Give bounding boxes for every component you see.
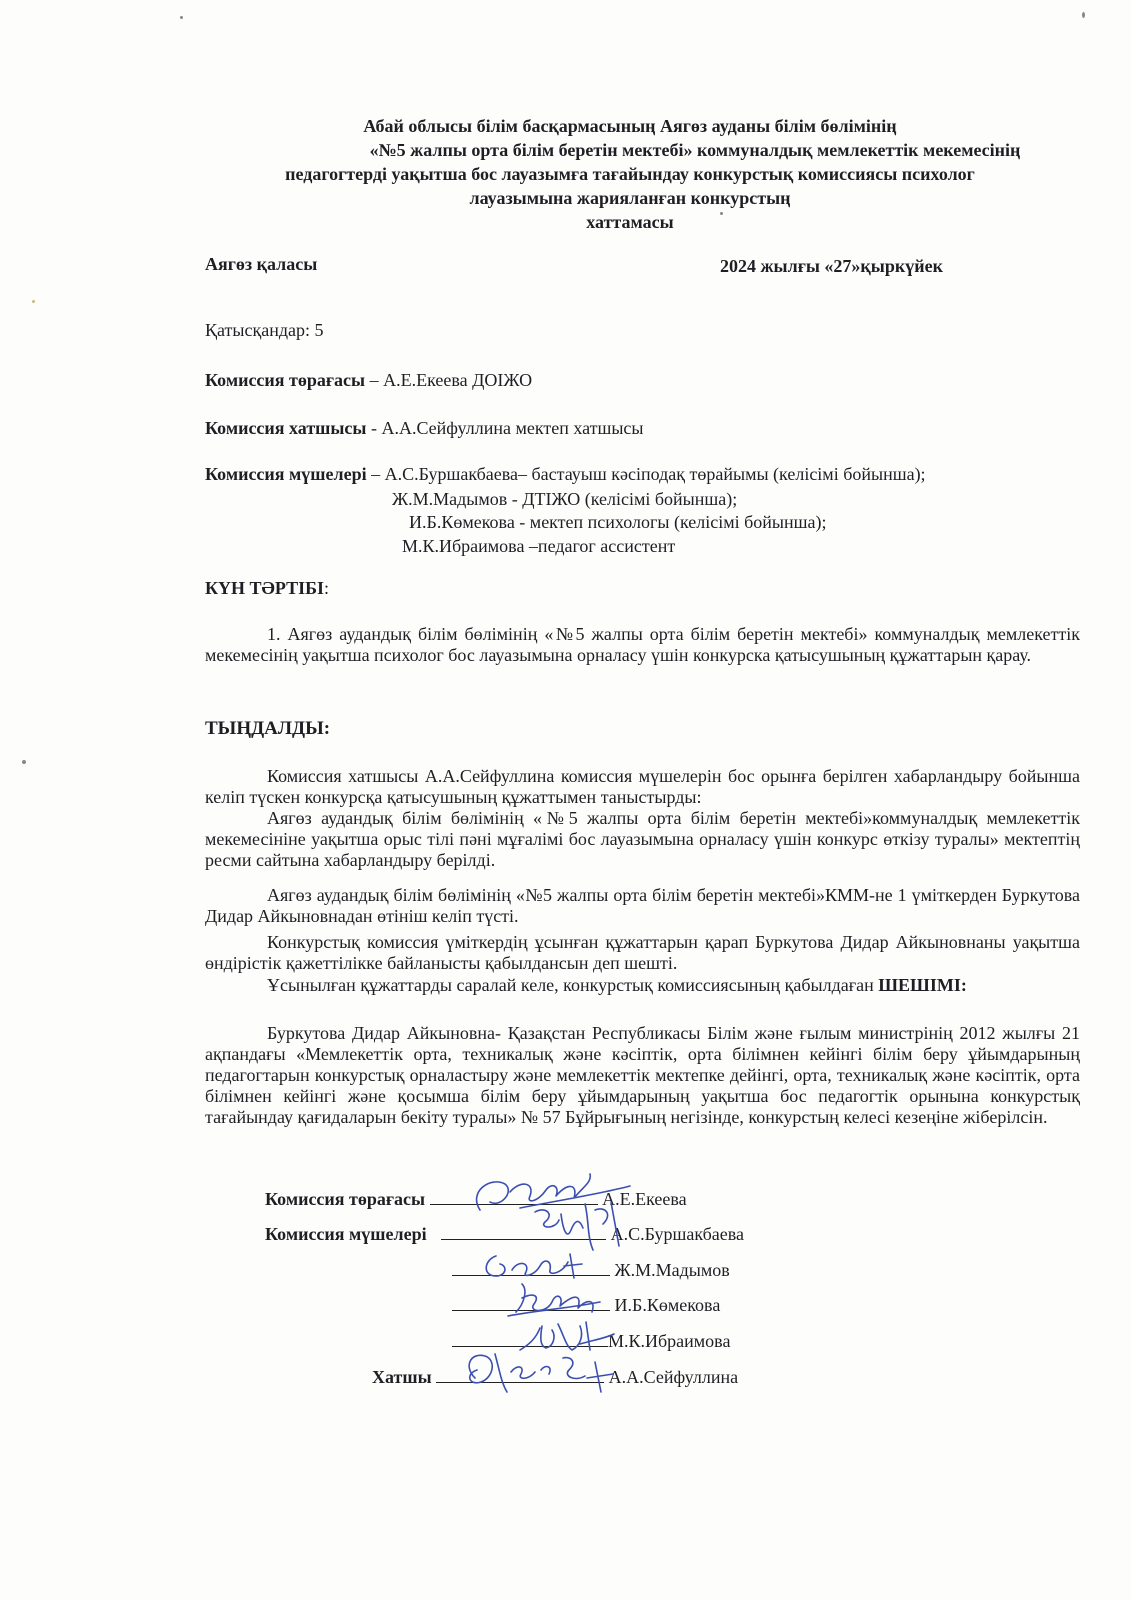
decision-text: Буркутова Дидар Айкыновна- Қазақстан Республикасы Білім және ғылым министрінің 2012 жылғы 21 ақпандағы «Мемлекеттік орта, техникалық және кәсіптік, орта білімнен кейінгі білім беру ұйымдарының педагогтарын конкурстық орналастыру және мемлекеттік мектепке дейінгі, орта, техникалық және кәсіптік, орта білімнен кейінгі және қосымша білім беру ұйымдарының уақытша бос педагогтік орынына конкурстық тағайындау қағидаларын бекіту туралы» № 57 Бұйрығының негізінде, конкурстың келесі кезеңіне жіберілсін. <box>205 1023 1080 1127</box>
heard-paragraph-5 <box>205 975 1080 996</box>
title-line-4: лауазымына жарияланған конкурстың <box>469 188 791 208</box>
member-1-text: – А.С.Буршакбаева– бастауыш кәсіподақ төрайымы (келісімі бойынша); <box>366 464 926 484</box>
heard-p4-text: Конкурстық комиссия үміткердің ұсынған құжаттарын қарап Буркутова Дидар Айкыновнаны уақытша өндірістік қажеттілікке байланысты қабылдансын деп шешті. <box>205 932 1080 973</box>
agenda-heading-colon: : <box>324 578 330 598</box>
signature-member-3-name: И.Б.Көмекова <box>614 1295 721 1315</box>
member-3-text: И.Б.Көмекова - мектеп психологы (келісімі бойынша); <box>409 512 827 532</box>
decision-paragraph <box>205 1023 1080 1128</box>
chairman-line <box>205 368 532 392</box>
date: 2024 жылғы «27»қыркүйек <box>720 256 943 276</box>
place: Аягөз қаласы <box>205 254 318 274</box>
agenda-item <box>205 624 1080 666</box>
signature-member-4-name: М.К.Ибраимова <box>608 1331 731 1351</box>
member-2-text: Ж.М.Мадымов - ДТІЖО (келісімі бойынша); <box>392 489 738 509</box>
agenda-heading <box>205 578 329 599</box>
signature-members-label: Комиссия мүшелері <box>265 1224 427 1244</box>
signature-member-1-name: А.С.Буршакбаева <box>610 1224 745 1244</box>
title-line-2: «№5 жалпы орта білім беретін мектебі» коммуналдық мемлекеттік мекемесінің <box>369 140 1021 160</box>
heard-paragraph-3 <box>205 885 1080 927</box>
scan-speck <box>22 760 26 764</box>
signature-chair-label: Комиссия төрағасы <box>265 1189 426 1209</box>
heard-p5-text: Ұсынылған құжаттарды саралай келе, конкурстық комиссиясының қабылдаған <box>267 975 879 995</box>
title-line-1: Абай облысы білім басқармасының Аягөз ауданы білім бөлімінің <box>363 116 897 136</box>
document-title <box>180 114 1080 234</box>
decision-word: ШЕШІМІ: <box>878 975 967 995</box>
members-label: Комиссия мүшелері <box>205 464 367 484</box>
agenda-heading-text: КҮН ТӘРТІБІ <box>205 578 324 598</box>
title-line-3: педагогтерді уақытша бос лауазымға тағайындау конкурстық комиссиясы психолог <box>285 164 975 184</box>
heard-paragraph-4 <box>205 932 1080 974</box>
agenda-item-text: 1. Аягөз аудандық білім бөлімінің «№5 жалпы орта білім беретін мектебі» коммуналдық мемлекеттік мекемесінің уақытша психолог бос лауазымына орналасу үшін конкурска қатысушының құжаттарын қарау. <box>205 624 1080 665</box>
heard-paragraph-1 <box>205 766 1080 808</box>
signature-secretary-label: Хатшы <box>372 1367 432 1387</box>
participants-count: Қатысқандар: 5 <box>205 320 324 340</box>
secretary-text: - А.А.Сейфуллина мектеп хатшысы <box>366 418 644 438</box>
heard-heading: ТЫҢДАЛДЫ: <box>205 718 331 739</box>
heard-p3-text: Аягөз аудандық білім бөлімінің «№5 жалпы орта білім беретін мектебі»КММ-не 1 үміткерден Буркутова Дидар Айкыновнадан өтініш келіп түсті. <box>205 885 1080 926</box>
scan-speck <box>1082 12 1085 18</box>
signature-secretary-name: А.А.Сейфуллина <box>608 1367 739 1387</box>
member-4-text: М.К.Ибраимова –педагог ассистент <box>402 536 676 556</box>
heard-paragraph-2 <box>205 808 1080 871</box>
signature-member-2-name: Ж.М.Мадымов <box>614 1260 730 1280</box>
heard-p1-text: Комиссия хатшысы А.А.Сейфуллина комиссия мүшелерін бос орынға берілген хабарландыру бойынша келіп түскен конкурсқа қатысушының құжаттымен таныстырды: <box>205 766 1080 807</box>
members-line <box>205 462 926 486</box>
chairman-label: Комиссия төрағасы <box>205 370 366 390</box>
chairman-text: – А.Е.Екеева ДОІЖО <box>365 370 533 390</box>
signature-row-member-1 <box>265 1222 744 1246</box>
heard-p2-text: Аягөз аудандық білім бөлімінің «№5 жалпы орта білім беретін мектебі»коммуналдық мемлекеттік мекемесініне уақытша орыс тілі пәні мұғалімі бос лауазымына орналасу үшін конкурс өткізу туралы» мектептің ресми сайтына хабарландыру берілді. <box>205 808 1080 870</box>
title-line-5: хаттамасы <box>586 212 674 232</box>
scan-speck <box>180 16 183 19</box>
secretary-label: Комиссия хатшысы <box>205 418 367 438</box>
scan-speck <box>32 300 35 303</box>
handwritten-signature-secretary <box>445 1348 620 1398</box>
secretary-line <box>205 416 644 440</box>
signature-chair-name: А.Е.Екеева <box>602 1189 687 1209</box>
